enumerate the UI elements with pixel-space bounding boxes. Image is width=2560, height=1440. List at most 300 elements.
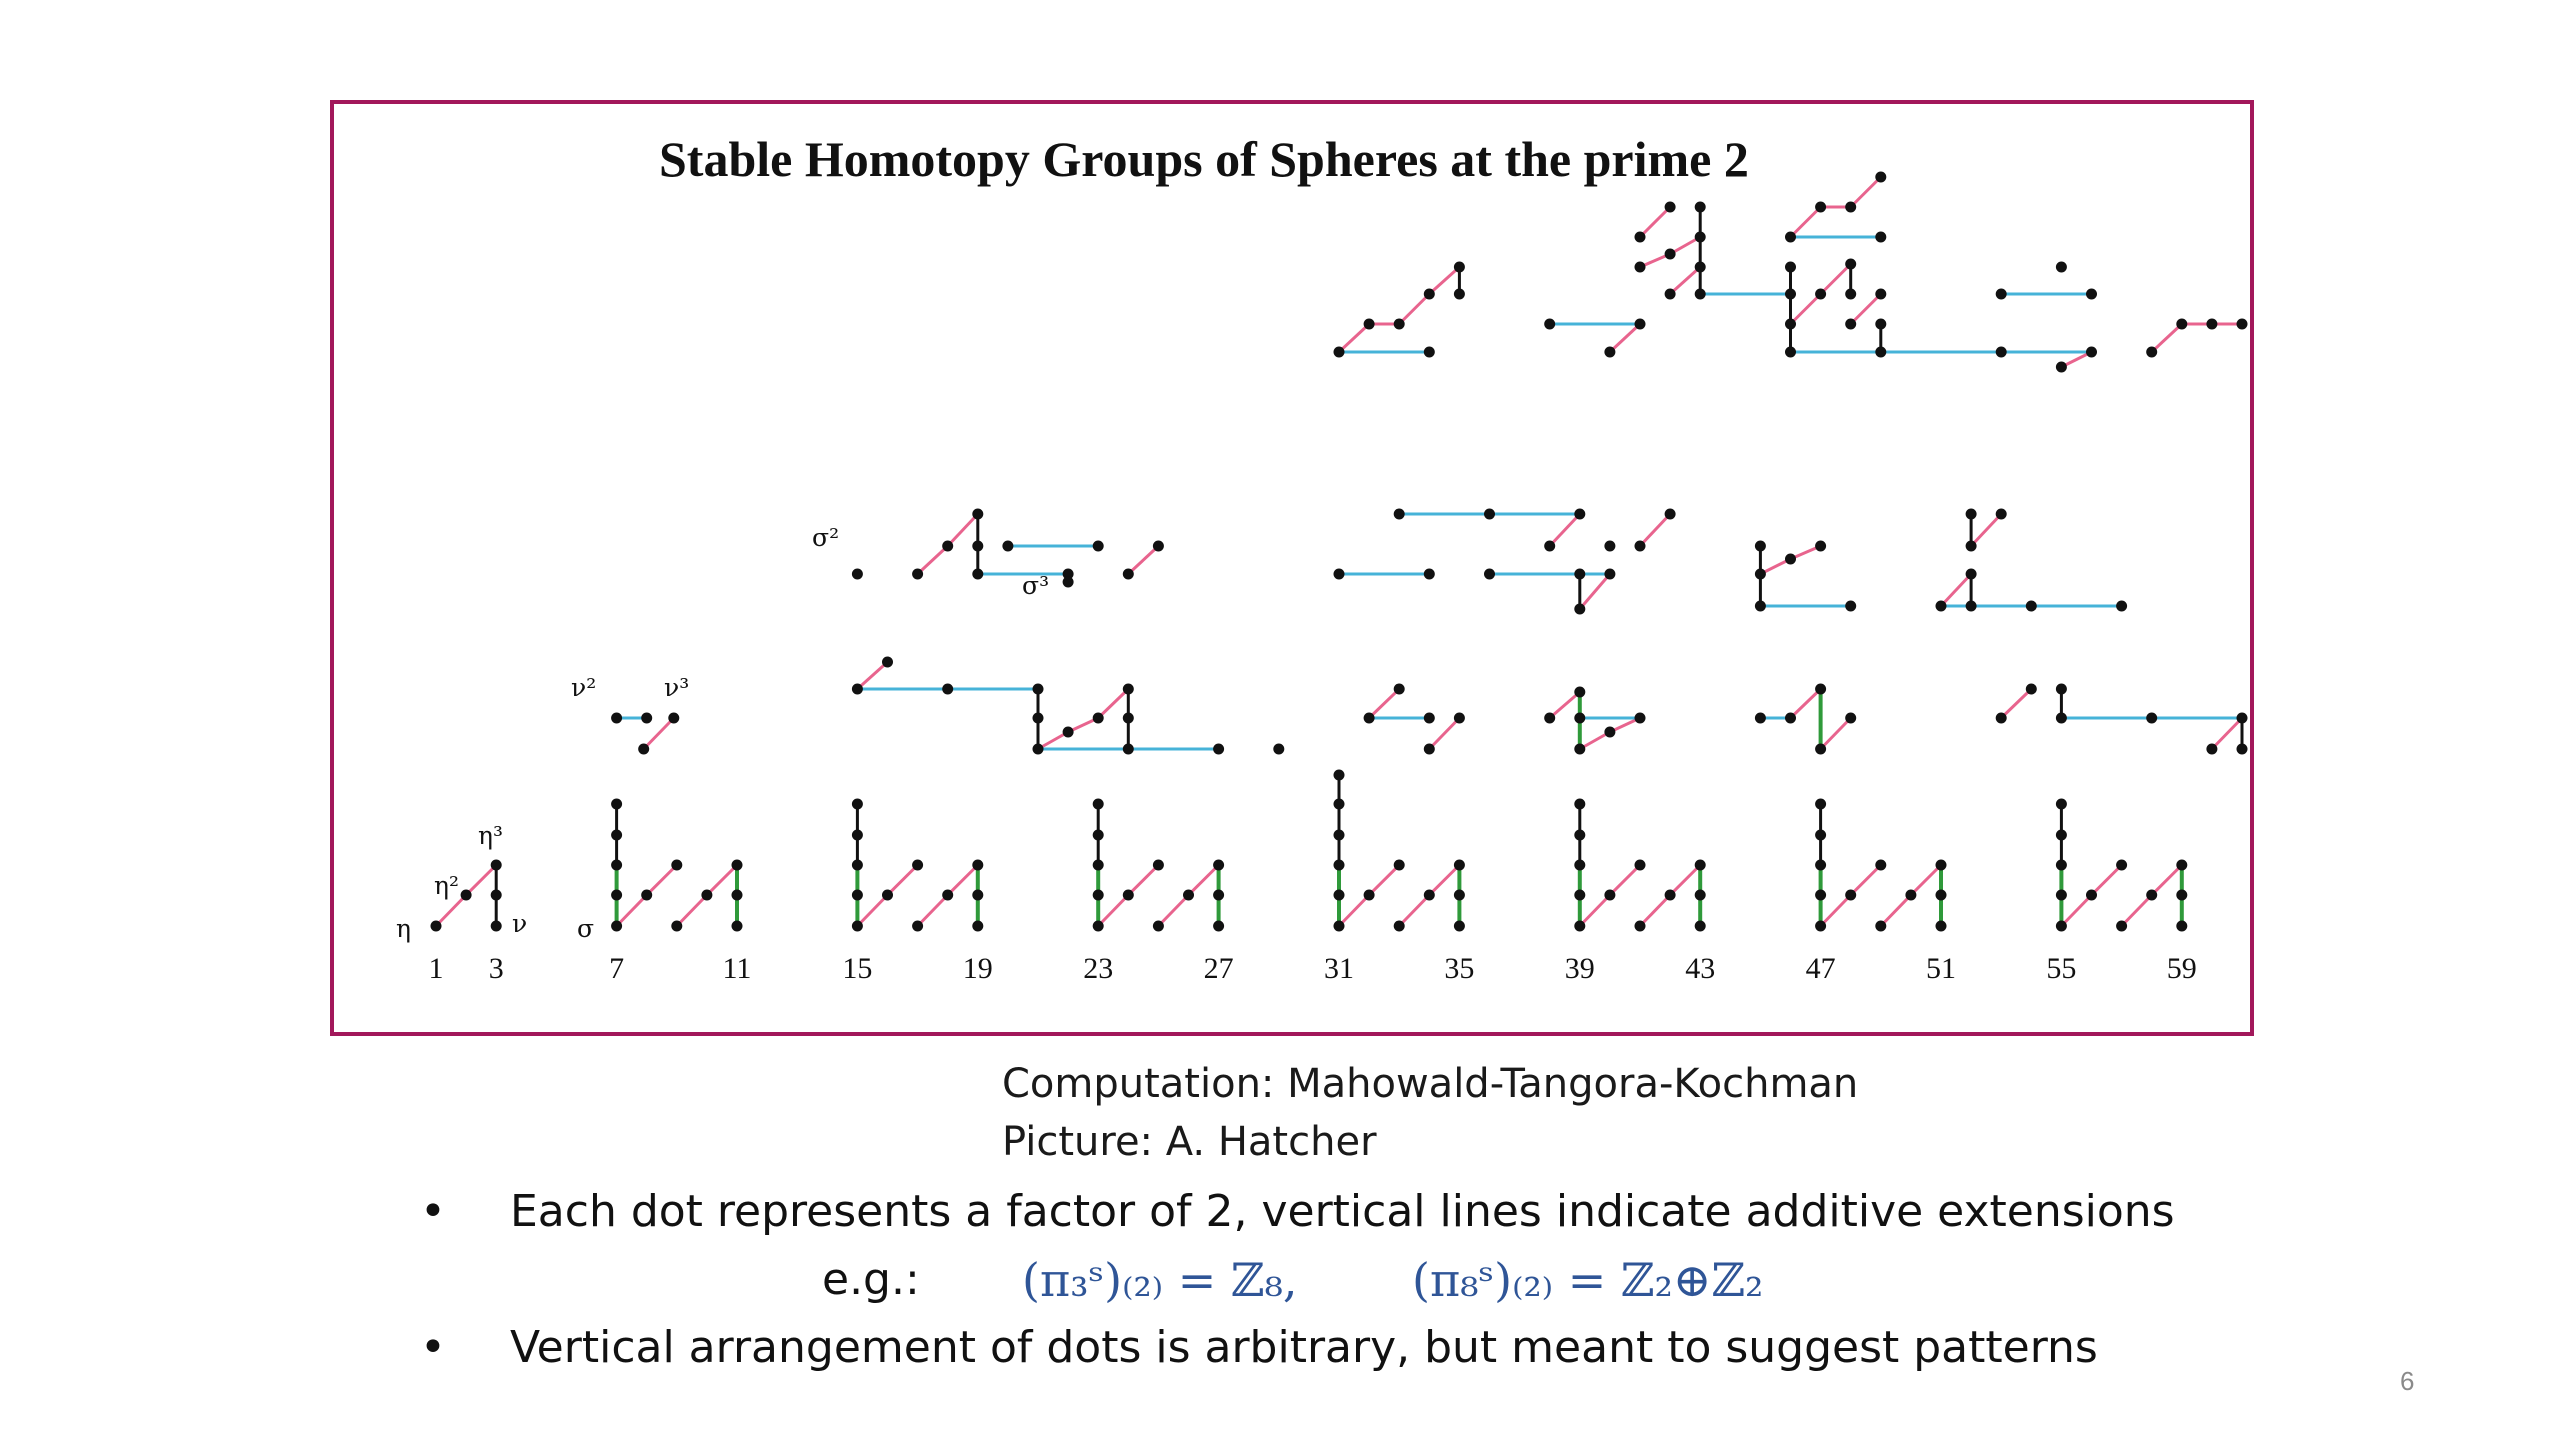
element-dot (1544, 541, 1555, 552)
element-dot (912, 569, 923, 580)
element-dot (1454, 289, 1465, 300)
element-dot (1665, 890, 1676, 901)
element-dot (1936, 921, 1947, 932)
element-dot (2176, 319, 2187, 330)
pink-line (2122, 895, 2152, 926)
element-dot (1695, 289, 1706, 300)
element-dot (1394, 319, 1405, 330)
element-dot (1123, 713, 1134, 724)
example-formula-pi3: (π₃ˢ)₍₂₎ = ℤ₈, (1022, 1253, 1298, 1307)
element-dot (1153, 860, 1164, 871)
element-dot (1815, 289, 1826, 300)
element-dot (1875, 289, 1886, 300)
element-dot (1845, 202, 1856, 213)
element-dot (972, 890, 983, 901)
homotopy-groups-diagram (334, 104, 2250, 1032)
element-dot (638, 744, 649, 755)
pink-line (948, 865, 978, 895)
element-dot (491, 860, 502, 871)
pink-line (1610, 865, 1640, 895)
element-dot (1394, 684, 1405, 695)
element-dot (2116, 860, 2127, 871)
x-tick-label: 3 (488, 952, 504, 985)
element-dot (1845, 601, 1856, 612)
element-dot (1153, 541, 1164, 552)
element-dot (1574, 744, 1585, 755)
pink-line (1881, 895, 1911, 926)
element-dot (1604, 727, 1615, 738)
credits (1002, 1055, 1858, 1171)
element-dot (1755, 713, 1766, 724)
x-tick-label: 47 (1805, 952, 1836, 985)
element-dot (852, 890, 863, 901)
label-eta2: η² (434, 871, 459, 900)
element-dot (2206, 744, 2217, 755)
x-tick-label: 59 (2166, 952, 2197, 985)
pink-line (1550, 514, 1580, 546)
pink-line (617, 895, 647, 926)
element-dot (1785, 289, 1796, 300)
element-dot (1334, 770, 1345, 781)
label-sigma3: σ³ (1022, 571, 1050, 600)
element-dot (1815, 860, 1826, 871)
bullet-text: Vertical arrangement of dots is arbitrary, but meant to suggest patterns (510, 1322, 2098, 1373)
pink-line (918, 895, 948, 926)
x-axis-tick-labels (429, 952, 2197, 985)
element-dot (1665, 202, 1676, 213)
element-dot (1695, 232, 1706, 243)
pink-line (2001, 689, 2031, 718)
element-dot (1845, 890, 1856, 901)
label-sigma: σ (577, 914, 595, 943)
pink-line (1399, 294, 1429, 324)
element-dot (1364, 713, 1375, 724)
pink-line (2152, 324, 2182, 352)
x-tick-label: 1 (428, 952, 444, 985)
element-dot (2056, 921, 2067, 932)
element-dot (1695, 202, 1706, 213)
pink-line (1851, 865, 1881, 895)
x-tick-label: 51 (1926, 952, 1956, 985)
element-dot (1635, 921, 1646, 932)
pink-line (466, 865, 496, 895)
element-dot (1845, 289, 1856, 300)
element-dot (852, 799, 863, 810)
element-dot (1966, 541, 1977, 552)
element-dot (1454, 860, 1465, 871)
example-formula-pi8: (π₈ˢ)₍₂₎ = ℤ₂⊕ℤ₂ (1412, 1253, 1764, 1307)
element-dot (1815, 684, 1826, 695)
element-dot (1394, 860, 1405, 871)
element-dot (2237, 744, 2248, 755)
element-dot (1123, 569, 1134, 580)
element-dot (732, 860, 743, 871)
element-dot (1785, 713, 1796, 724)
element-dot (1002, 541, 1013, 552)
example-row (420, 1246, 2320, 1314)
element-dot (1785, 347, 1796, 358)
pink-line (2212, 718, 2242, 749)
pink-line (1339, 895, 1369, 926)
element-dot (852, 569, 863, 580)
pink-line (1128, 865, 1158, 895)
element-dot (1635, 713, 1646, 724)
element-dot (2056, 684, 2067, 695)
element-dot (1093, 921, 1104, 932)
label-nu2: ν² (571, 673, 597, 702)
element-dot (2176, 860, 2187, 871)
pink-line (1640, 514, 1670, 546)
pink-line (1158, 895, 1188, 926)
element-dot (431, 921, 442, 932)
element-dot (852, 921, 863, 932)
element-dot (1424, 569, 1435, 580)
element-dot (1334, 830, 1345, 841)
element-dot (1454, 262, 1465, 273)
element-dot (641, 713, 652, 724)
element-dot (1484, 509, 1495, 520)
element-dot (641, 890, 652, 901)
label-eta3: η³ (478, 821, 503, 850)
element-dot (852, 860, 863, 871)
element-dot (2116, 601, 2127, 612)
element-dot (1635, 232, 1646, 243)
element-dot (2056, 890, 2067, 901)
element-dot (2146, 347, 2157, 358)
element-dot (1123, 744, 1134, 755)
element-dot (1785, 262, 1796, 273)
element-dot (1484, 569, 1495, 580)
element-dot (1424, 713, 1435, 724)
bullet-mark: • (420, 1186, 446, 1237)
element-dot (1755, 541, 1766, 552)
x-tick-label: 43 (1685, 952, 1716, 985)
element-dot (1364, 890, 1375, 901)
pink-line (1429, 865, 1459, 895)
element-dot (1334, 890, 1345, 901)
element-dot (1334, 569, 1345, 580)
element-dot (1424, 890, 1435, 901)
element-dot (1574, 569, 1585, 580)
element-dot (2237, 713, 2248, 724)
element-dot (942, 684, 953, 695)
bullet-text: Each dot represents a factor of 2, vertical lines indicate additive extensions (510, 1186, 2175, 1237)
element-dot (1905, 890, 1916, 901)
x-tick-label: 7 (609, 952, 625, 985)
element-dot (1574, 509, 1585, 520)
label-sigma2: σ² (812, 523, 840, 552)
element-dot (1574, 604, 1585, 615)
element-dot (2086, 890, 2097, 901)
element-dot (1183, 890, 1194, 901)
element-dot (1273, 744, 1284, 755)
x-tick-label: 23 (1083, 952, 1114, 985)
element-dot (1875, 921, 1886, 932)
pink-line (1971, 514, 2001, 546)
pink-line (647, 865, 677, 895)
pink-line (1610, 324, 1640, 352)
element-dot (972, 921, 983, 932)
pink-line (1640, 207, 1670, 237)
pink-line (2092, 865, 2122, 895)
element-dot (1695, 860, 1706, 871)
pink-line (1429, 267, 1459, 294)
element-dot (1966, 569, 1977, 580)
x-tick-label: 35 (1444, 952, 1475, 985)
element-dot (1093, 799, 1104, 810)
x-tick-label: 11 (722, 952, 752, 985)
element-dot (1604, 347, 1615, 358)
element-dot (611, 830, 622, 841)
element-dot (852, 684, 863, 695)
pink-line (1339, 324, 1369, 352)
pink-line (888, 865, 918, 895)
pink-line (1670, 267, 1700, 294)
element-dot (491, 921, 502, 932)
element-dot (1996, 289, 2007, 300)
element-dot (942, 890, 953, 901)
pink-line (857, 662, 887, 689)
element-dot (1875, 347, 1886, 358)
figure-frame (330, 100, 2254, 1036)
element-dot (1815, 921, 1826, 932)
element-dot (1213, 860, 1224, 871)
pink-line (1580, 574, 1610, 609)
element-dot (912, 921, 923, 932)
pink-line (1429, 718, 1459, 749)
element-dot (1966, 601, 1977, 612)
element-dot (1454, 921, 1465, 932)
element-dot (1815, 799, 1826, 810)
element-dot (1033, 684, 1044, 695)
element-dot (1574, 799, 1585, 810)
element-dot (1334, 799, 1345, 810)
element-dot (1665, 509, 1676, 520)
element-dot (1845, 259, 1856, 270)
pink-line (707, 865, 737, 895)
element-dot (2176, 890, 2187, 901)
element-dot (1785, 319, 1796, 330)
pink-line (1098, 895, 1128, 926)
element-dot (1394, 509, 1405, 520)
element-dot (1544, 319, 1555, 330)
element-dot (972, 509, 983, 520)
pink-line (918, 546, 948, 574)
pink-line (1369, 689, 1399, 718)
x-tick-label: 55 (2046, 952, 2077, 985)
element-dot (1966, 509, 1977, 520)
element-dot (1665, 289, 1676, 300)
element-dot (1815, 890, 1826, 901)
pink-line (1399, 895, 1429, 926)
bullet-item (420, 1314, 2320, 1382)
element-dot (2026, 601, 2037, 612)
element-dot (1845, 713, 1856, 724)
element-dot (1996, 509, 2007, 520)
element-dot (2086, 289, 2097, 300)
element-dot (2116, 921, 2127, 932)
element-dot (942, 541, 953, 552)
label-nu3: ν³ (664, 673, 690, 702)
element-dot (1695, 921, 1706, 932)
element-dot (2056, 262, 2067, 273)
element-dot (1635, 860, 1646, 871)
element-dot (1604, 569, 1615, 580)
element-dot (1604, 541, 1615, 552)
pink-line (1791, 207, 1821, 237)
element-dot (1334, 860, 1345, 871)
element-dot (2146, 713, 2157, 724)
element-dot (2056, 799, 2067, 810)
element-dot (1574, 921, 1585, 932)
element-dot (1424, 347, 1435, 358)
element-dot (1093, 890, 1104, 901)
element-dot (972, 569, 983, 580)
element-dot (1936, 890, 1947, 901)
element-dot (1213, 744, 1224, 755)
element-dot (1424, 744, 1435, 755)
element-dot (461, 890, 472, 901)
element-dot (2056, 830, 2067, 841)
element-dot (1845, 319, 1856, 330)
element-dot (611, 799, 622, 810)
element-dot (1996, 347, 2007, 358)
element-dot (1123, 684, 1134, 695)
element-dot (1454, 890, 1465, 901)
pink-line (2152, 865, 2182, 895)
element-dot (671, 860, 682, 871)
element-dot (1815, 202, 1826, 213)
element-dot (1936, 601, 1947, 612)
element-dot (1093, 860, 1104, 871)
element-dot (2237, 319, 2248, 330)
element-dot (1033, 713, 1044, 724)
element-dot (1544, 713, 1555, 724)
pink-line (1821, 264, 1851, 294)
element-dot (2146, 890, 2157, 901)
element-dot (611, 713, 622, 724)
element-dot (491, 890, 502, 901)
bullet-list (420, 1178, 2320, 1382)
pink-line (948, 514, 978, 546)
element-dot (1815, 744, 1826, 755)
element-dot (1875, 860, 1886, 871)
element-dot (1424, 289, 1435, 300)
pink-line (1851, 294, 1881, 324)
element-dot (1785, 554, 1796, 565)
element-dot (1665, 249, 1676, 260)
label-eta: η (396, 914, 411, 943)
element-dot (2026, 684, 2037, 695)
pink-line (677, 895, 707, 926)
element-dot (1604, 890, 1615, 901)
element-dot (701, 890, 712, 901)
element-dot (2206, 319, 2217, 330)
element-dot (1574, 890, 1585, 901)
pink-line (1670, 865, 1700, 895)
element-dot (1093, 541, 1104, 552)
element-dot (1123, 890, 1134, 901)
label-nu: ν (512, 909, 528, 938)
element-dot (611, 860, 622, 871)
page-number: 6 (2400, 1366, 2415, 1396)
element-dot (972, 541, 983, 552)
element-dot (1574, 713, 1585, 724)
element-dot (1815, 541, 1826, 552)
element-dot (1093, 713, 1104, 724)
pink-line (1128, 546, 1158, 574)
x-tick-label: 39 (1564, 952, 1595, 985)
element-dot (611, 890, 622, 901)
x-tick-label: 31 (1324, 952, 1354, 985)
example-label: e.g.: (822, 1254, 920, 1305)
element-dot (1635, 262, 1646, 273)
element-dot (1875, 232, 1886, 243)
element-dot (1695, 890, 1706, 901)
element-dot (1033, 744, 1044, 755)
element-dot (882, 890, 893, 901)
element-dot (1364, 319, 1375, 330)
element-dot (1875, 319, 1886, 330)
x-tick-label: 19 (962, 952, 993, 985)
element-dot (2086, 347, 2097, 358)
element-dot (611, 921, 622, 932)
figure-title: Stable Homotopy Groups of Spheres at the prime 2 (659, 131, 1749, 187)
pink-line (1791, 689, 1821, 718)
element-dot (1454, 713, 1465, 724)
x-tick-label: 27 (1203, 952, 1234, 985)
element-dot (2056, 713, 2067, 724)
bullet-item (420, 1178, 2320, 1246)
pink-line (1791, 294, 1821, 324)
element-dot (1815, 830, 1826, 841)
element-dot (1574, 687, 1585, 698)
element-dot (2056, 362, 2067, 373)
pink-line (1580, 895, 1610, 926)
element-dot (2176, 921, 2187, 932)
element-dot (1334, 921, 1345, 932)
element-dot (1153, 921, 1164, 932)
pink-line (857, 895, 887, 926)
element-dot (1394, 921, 1405, 932)
element-dot (1785, 232, 1796, 243)
element-dot (1334, 347, 1345, 358)
pink-line (1941, 574, 1971, 606)
element-dot (668, 713, 679, 724)
element-dot (1063, 727, 1074, 738)
element-dot (1574, 830, 1585, 841)
element-dot (1093, 830, 1104, 841)
pink-line (2061, 895, 2091, 926)
element-dot (1695, 262, 1706, 273)
element-dot (972, 860, 983, 871)
element-dot (1635, 319, 1646, 330)
element-dot (1635, 541, 1646, 552)
credit-picture: Picture: A. Hatcher (1002, 1119, 1377, 1165)
pink-line (1189, 865, 1219, 895)
element-dot (882, 657, 893, 668)
pink-line (1369, 865, 1399, 895)
element-dot (1063, 577, 1074, 588)
element-dot (732, 921, 743, 932)
element-dot (852, 830, 863, 841)
pink-line (1911, 865, 1941, 895)
element-dot (2056, 860, 2067, 871)
element-dot (1755, 601, 1766, 612)
element-dot (1574, 860, 1585, 871)
element-dot (1875, 172, 1886, 183)
element-dot (732, 890, 743, 901)
